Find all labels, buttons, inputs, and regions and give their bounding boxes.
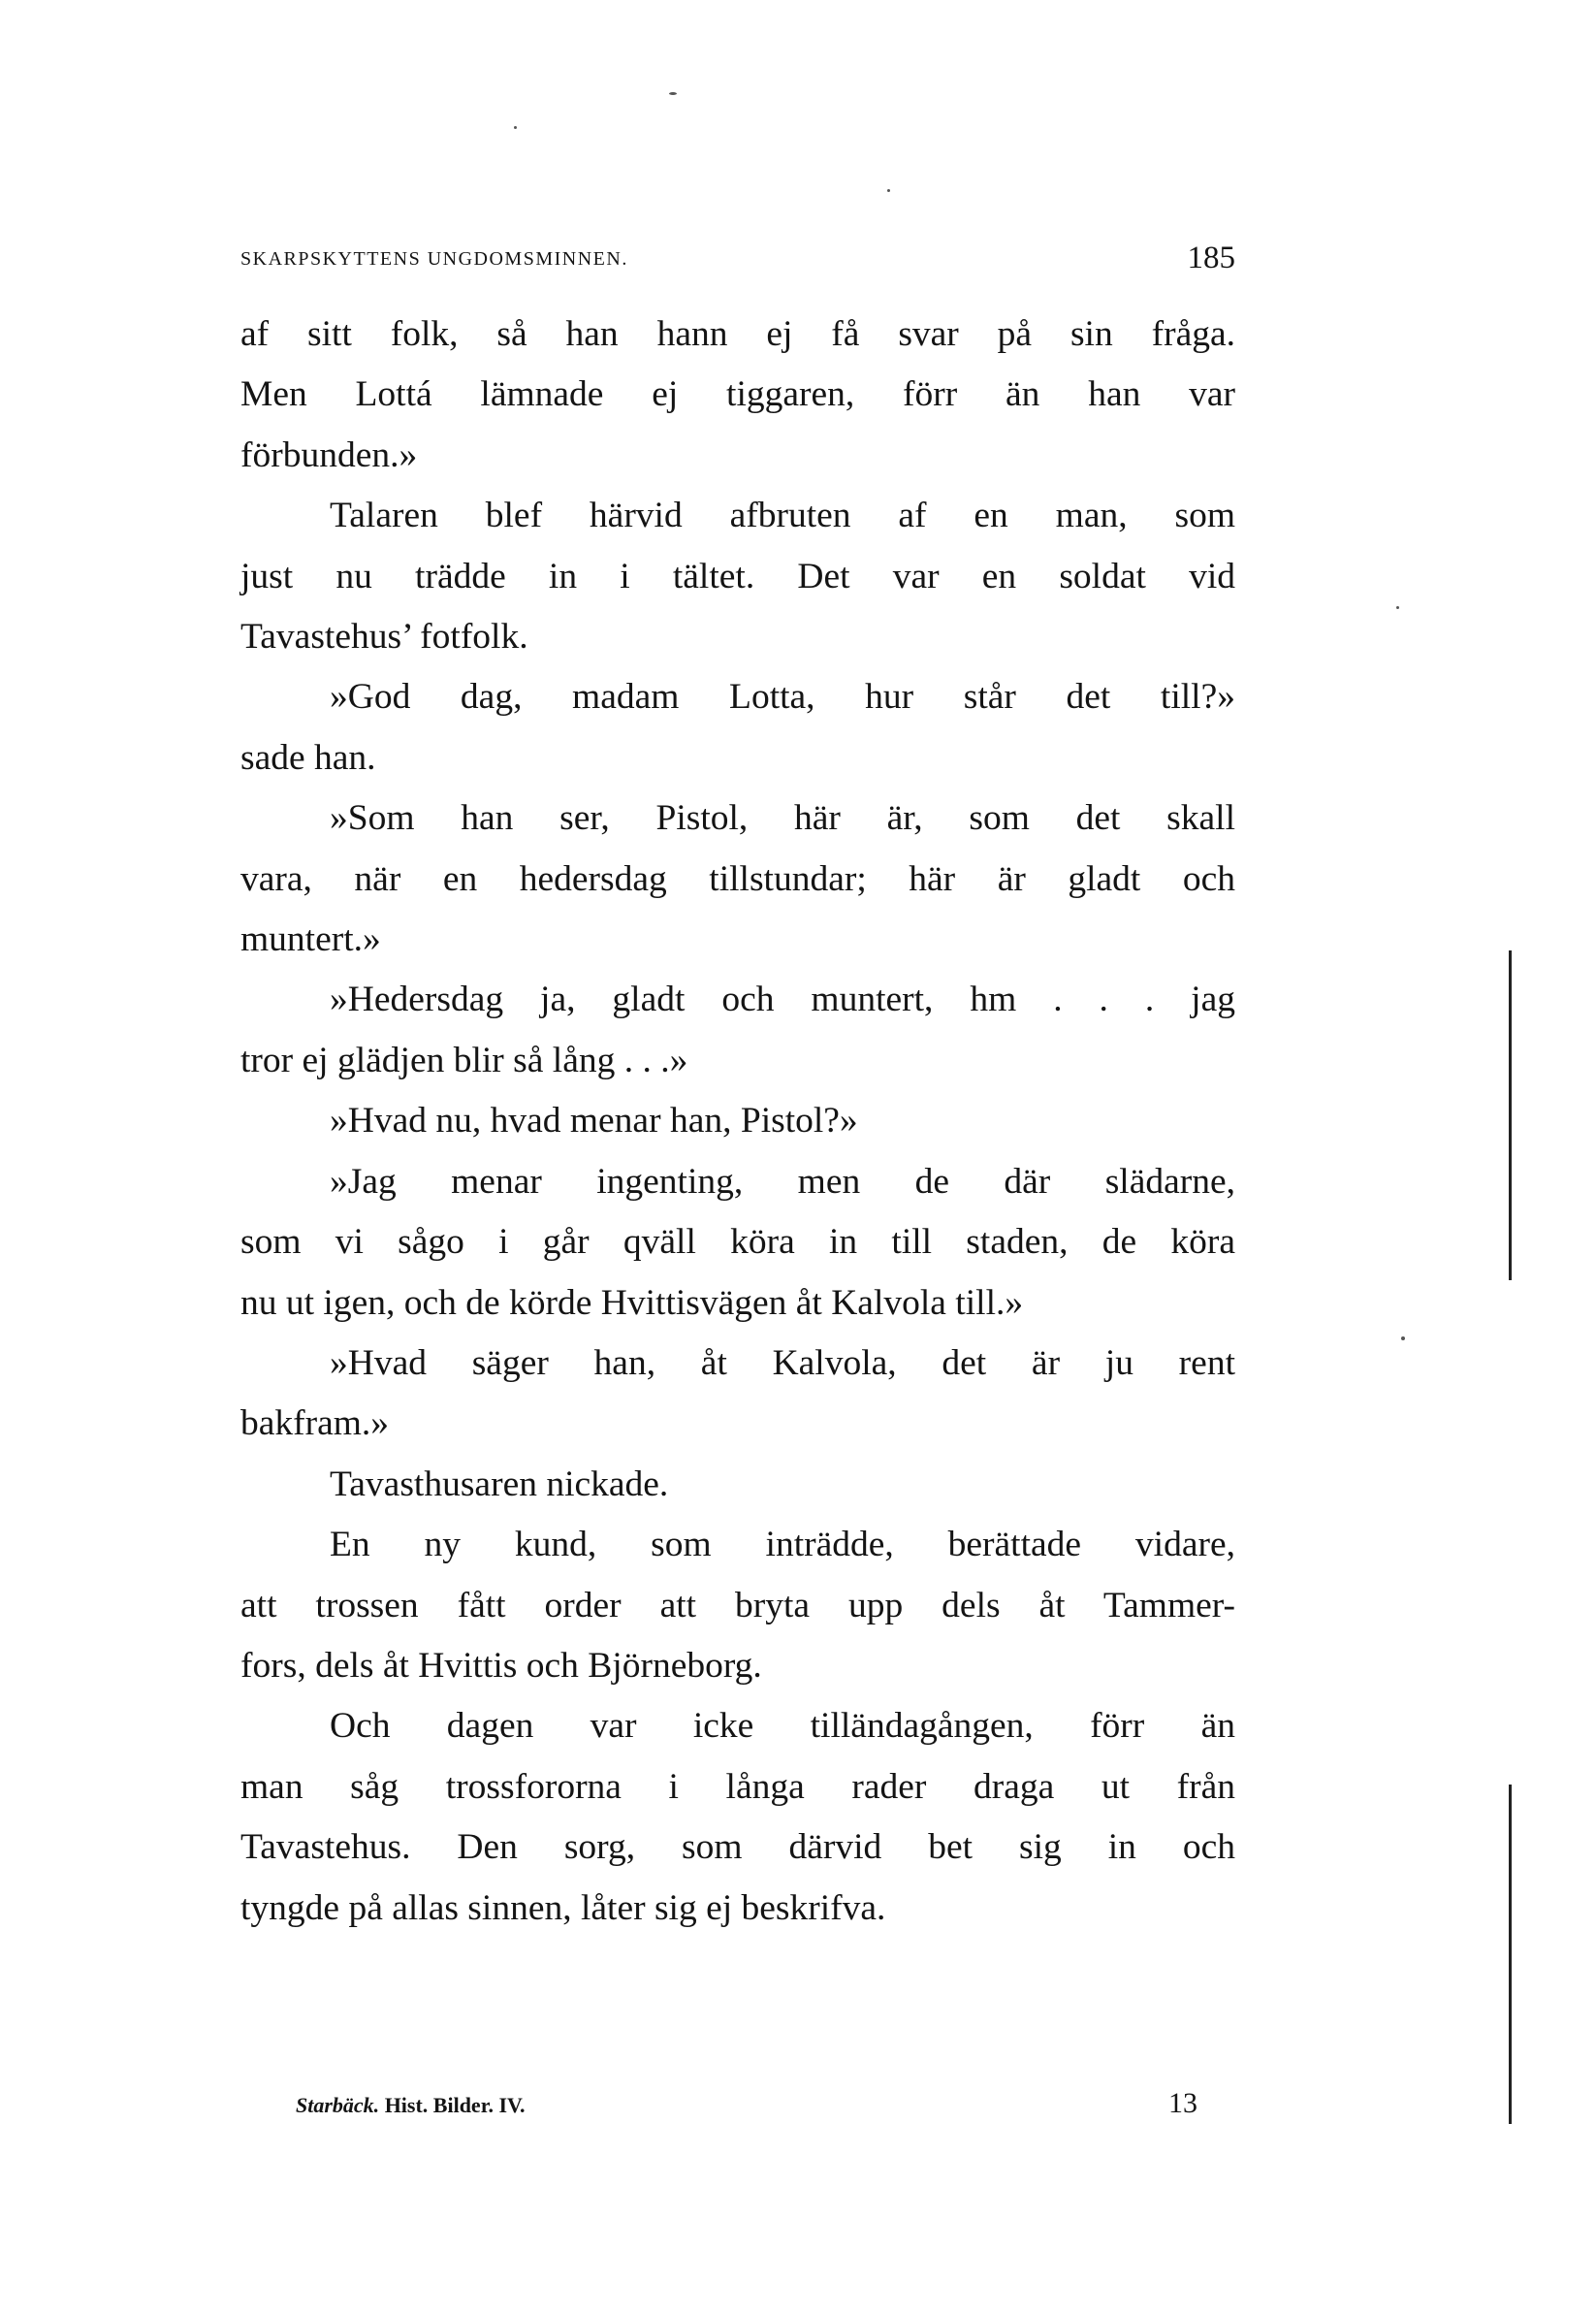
paragraph [240, 970, 1235, 1091]
text-line: Tavastehus’ fotfolk. [240, 617, 528, 658]
text-line: Tavastehus. Den sorg, som därvid bet sig in och [240, 1827, 1235, 1868]
text-line: just nu trädde in i tältet. Det var en soldat vid [240, 556, 1235, 596]
text-line: »Hvad säger han, åt Kalvola, det är ju rent [330, 1342, 1235, 1383]
text-line: som vi sågo i går qväll köra in till staden, de köra [240, 1222, 1235, 1263]
scan-speck [1401, 1336, 1405, 1340]
scan-speck [887, 189, 890, 192]
text-line: Och dagen var icke tilländagången, förr än [330, 1706, 1235, 1747]
signature-line [296, 2087, 1197, 2132]
paragraph [240, 667, 1235, 788]
text-line: tror ej glädjen blir så lång . . .» [240, 1040, 688, 1080]
text-line: muntert.» [240, 919, 381, 960]
text-line: Tavasthusaren nickade. [330, 1464, 669, 1504]
text-line: En ny kund, som inträdde, berättade vidare, [330, 1525, 1235, 1565]
page-edge-shadow [1509, 1785, 1512, 2124]
text-line: bakfram.» [240, 1403, 390, 1444]
text-line: »Som han ser, Pistol, här är, som det skall [330, 798, 1235, 839]
work-title: Hist. Bilder. IV. [384, 2093, 526, 2117]
paragraph [240, 1515, 1235, 1696]
text-line: fors, dels åt Hvittis och Björneborg. [240, 1645, 762, 1686]
body-text [240, 305, 1235, 1939]
page-number: 185 [1187, 241, 1235, 275]
text-line: Talaren blef härvid afbruten af en man, som [330, 496, 1235, 536]
text-line: »Hedersdag ja, gladt och muntert, hm . . . jag [330, 980, 1235, 1020]
sheet-number: 13 [1168, 2087, 1197, 2119]
text-line: »Hvad nu, hvad menar han, Pistol?» [330, 1101, 858, 1142]
text-line: man såg trossfororna i långa rader draga ut från [240, 1766, 1235, 1807]
scan-speck [1396, 606, 1399, 609]
text-line: Men Lottá lämnade ej tiggaren, förr än han var [240, 374, 1235, 415]
text-line: nu ut igen, och de körde Hvittisvägen åt Kalvola till.» [240, 1282, 1024, 1323]
text-line: »Jag menar ingenting, men de där slädarne, [330, 1161, 1235, 1202]
running-head [240, 241, 1235, 279]
paragraph [240, 1334, 1235, 1455]
text-line: vara, när en hedersdag tillstundar; här är gladt och [240, 858, 1235, 899]
scan-speck [514, 126, 517, 129]
scan-speck [669, 92, 677, 95]
paragraph [240, 305, 1235, 486]
author-name: Starbäck. [296, 2093, 380, 2117]
running-head-title: SKARPSKYTTENS UNGDOMSMINNEN. [240, 248, 628, 270]
signature-mark [296, 2093, 526, 2118]
text-line: »God dag, madam Lotta, hur står det till?» [330, 677, 1235, 718]
paragraph [240, 486, 1235, 667]
paragraph [240, 1091, 1235, 1151]
text-line: sade han. [240, 737, 376, 778]
paragraph [240, 1455, 1235, 1515]
text-line: tyngde på allas sinnen, låter sig ej beskrifva. [240, 1887, 886, 1928]
page-edge-shadow [1509, 950, 1512, 1280]
paragraph [240, 1152, 1235, 1334]
text-line: af sitt folk, så han hann ej få svar på sin fråga. [240, 314, 1235, 354]
text-line: förbunden.» [240, 434, 418, 475]
paragraph [240, 788, 1235, 970]
paragraph [240, 1696, 1235, 1939]
text-line: att trossen fått order att bryta upp dels åt Tammer- [240, 1585, 1235, 1625]
